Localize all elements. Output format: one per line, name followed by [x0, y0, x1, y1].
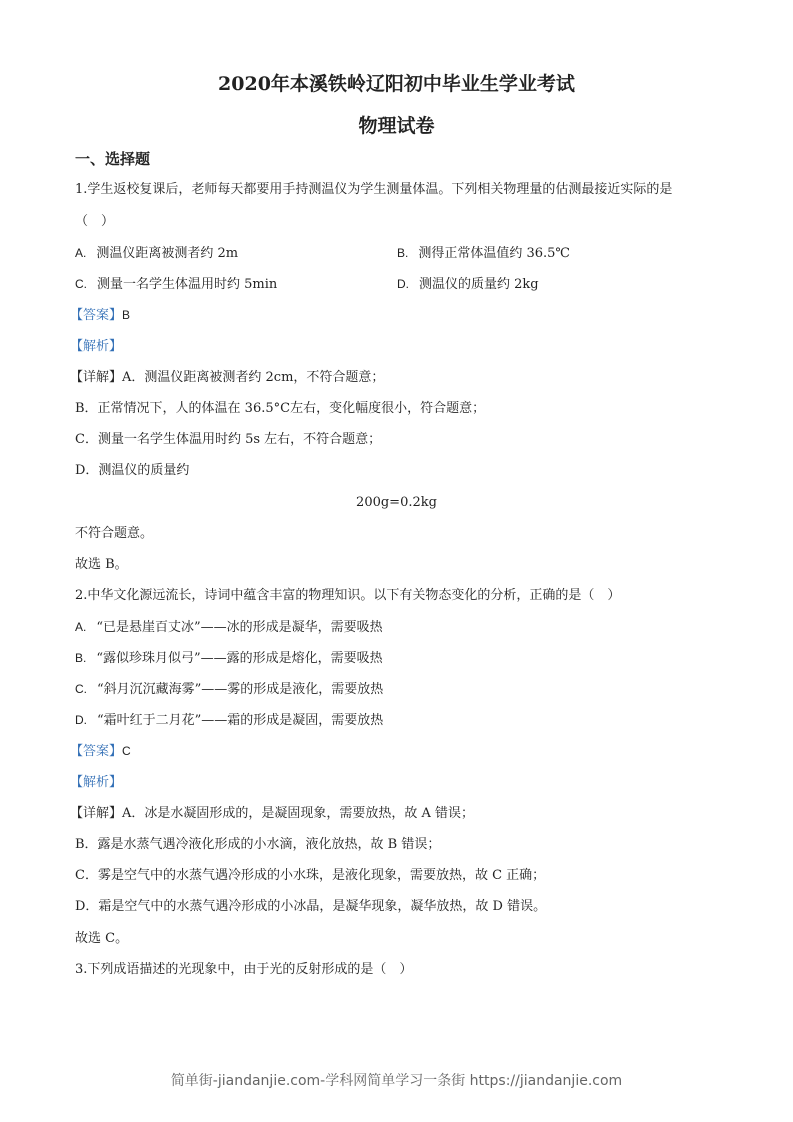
option-text: 测得正常体温值约 36.5℃	[418, 246, 570, 261]
option-key: B.	[75, 651, 87, 665]
q2-after-0: 故选 C。	[75, 931, 129, 946]
q1-detail-0	[70, 369, 384, 387]
q2-analysis-label: 【解析】	[70, 775, 123, 790]
q2-option-b	[75, 649, 383, 668]
q1-after-0: 不符合题意。	[75, 526, 154, 541]
q2-detail-0	[70, 805, 474, 823]
q1-formula: 200g=0.2kg	[356, 495, 437, 510]
q1-paren: （ ）	[75, 214, 115, 229]
doc-title: 2020年本溪铁岭辽阳初中毕业生学业考试	[218, 73, 575, 95]
option-text: 测温仪距离被测者约 2m	[96, 246, 239, 261]
q3-stem: 3.下列成语描述的光现象中，由于光的反射形成的是（ ）	[75, 962, 413, 977]
q1-option-a	[75, 244, 238, 263]
q1-analysis-label: 【解析】	[70, 339, 123, 354]
section-heading: 一、选择题	[75, 150, 151, 168]
q1-option-b	[397, 244, 570, 263]
option-key: A.	[75, 620, 87, 634]
answer-value: B	[122, 308, 131, 322]
q1-after-1: 故选 B。	[75, 557, 128, 572]
option-key: B.	[397, 246, 409, 260]
q2-detail-1: B．露是水蒸气遇冷液化形成的小水滴，液化放热，故 B 错误；	[75, 837, 441, 852]
detail-label: 【详解】	[70, 806, 123, 821]
option-text: “霜叶红于二月花”——霜的形成是凝固，需要放热	[97, 713, 384, 728]
option-text: “露似珍珠月似弓”——露的形成是熔化，需要吸热	[96, 651, 383, 666]
option-key: C.	[75, 277, 87, 291]
doc-subtitle: 物理试卷	[358, 115, 435, 137]
q2-answer	[70, 742, 141, 761]
answer-value: C	[122, 744, 131, 758]
q2-detail-3: D．霜是空气中的水蒸气遇冷形成的小冰晶，是凝华现象，凝华放热，故 D 错误。	[75, 899, 547, 914]
option-text: “斜月沉沉藏海雾”——雾的形成是液化，需要放热	[97, 682, 384, 697]
q2-option-a	[75, 618, 383, 637]
q1-detail-1: B．正常情况下，人的体温在 36.5°C左右，变化幅度很小，符合题意；	[75, 401, 486, 416]
q2-option-c	[75, 680, 383, 699]
q1-option-c	[75, 275, 277, 294]
detail-label: 【详解】	[70, 370, 123, 385]
q1-detail-3: D．测温仪的质量约	[75, 463, 190, 478]
q2-option-d	[75, 711, 383, 730]
q2-detail-2: C．雾是空气中的水蒸气遇冷形成的小水珠，是液化现象，需要放热，故 C 正确；	[75, 868, 546, 883]
option-key: C.	[75, 682, 87, 696]
option-text: 测温仪的质量约 2kg	[419, 277, 539, 292]
detail-text: A．测温仪距离被测者约 2cm，不符合题意；	[122, 370, 385, 385]
detail-text: A．冰是水凝固形成的，是凝固现象，需要放热，故 A 错误；	[122, 806, 475, 821]
q1-stem: 1.学生返校复课后，老师每天都要用手持测温仪为学生测量体温。下列相关物理量的估测最接近实际的是	[75, 182, 673, 197]
option-key: A.	[75, 246, 87, 260]
option-key: D.	[397, 277, 409, 291]
q1-option-d	[397, 275, 539, 294]
q1-answer	[70, 306, 140, 325]
answer-label: 【答案】	[70, 744, 123, 759]
q1-detail-2: C．测量一名学生体温用时约 5s 左右，不符合题意；	[75, 432, 382, 447]
option-key: D.	[75, 713, 87, 727]
option-text: 测量一名学生体温用时约 5min	[97, 277, 278, 292]
option-text: “已是悬崖百丈冰”——冰的形成是凝华，需要吸热	[96, 620, 383, 635]
answer-label: 【答案】	[70, 308, 123, 323]
q2-stem: 2.中华文化源远流长，诗词中蕴含丰富的物理知识。以下有关物态变化的分析，正确的是（ ）	[75, 588, 621, 603]
footer-watermark: 简单街-jiandanjie.com-学科网简单学习一条街 https://jiandanjie.com	[170, 1073, 623, 1089]
